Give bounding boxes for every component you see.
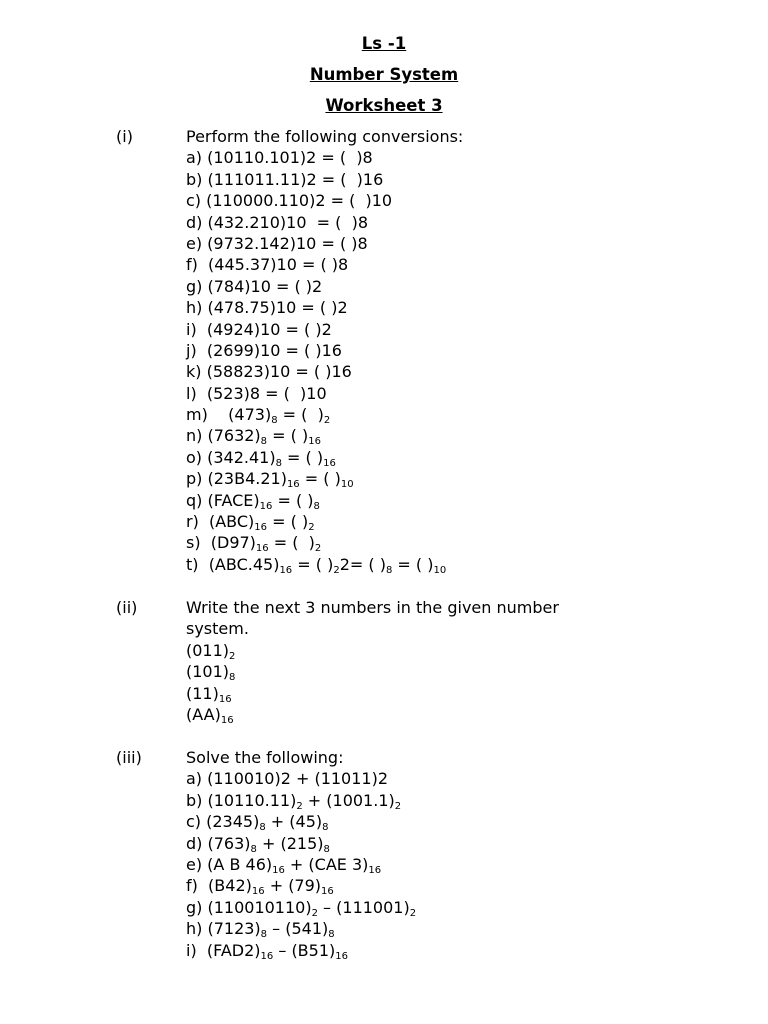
question-text: l) (523)8 = ( )10 [186, 383, 327, 403]
question-item [186, 554, 626, 575]
question-text: q) (FACE) [186, 490, 260, 510]
question-text: e) (9732.142)10 = ( )8 [186, 233, 368, 253]
question-text: = ( ) [267, 512, 309, 532]
base-subscript: 8 [260, 929, 268, 941]
base-subscript: 2 [394, 800, 402, 812]
question-item [186, 447, 626, 468]
question-item [186, 468, 626, 489]
question-item [186, 319, 626, 340]
question-item [186, 640, 626, 661]
question-item [186, 212, 626, 233]
question-text: f) (445.37)10 = ( )8 [186, 255, 349, 275]
question-item [186, 532, 626, 553]
question-text: j) (2699)10 = ( )16 [186, 340, 342, 360]
question-text: k) (58823)10 = ( )16 [186, 362, 352, 382]
question-item [186, 811, 626, 832]
question-item [186, 383, 626, 404]
question-text: h) (7123) [186, 919, 261, 939]
base-subscript: 2 [311, 907, 318, 919]
section-number: (iii) [116, 748, 142, 767]
base-subscript: 10 [433, 564, 447, 576]
question-item [186, 147, 626, 168]
question-text: f) (B42) [186, 876, 252, 896]
worksheet-title: Worksheet 3 [325, 96, 443, 115]
question-text: + (CAE 3) [284, 854, 369, 874]
question-item [186, 340, 626, 361]
question-item [186, 854, 626, 875]
question-text: – (111001) [317, 897, 410, 917]
question-item [186, 190, 626, 211]
question-item [186, 511, 626, 532]
question-text: = ( ) [292, 554, 334, 574]
section-instruction: Perform the following conversions: [186, 127, 464, 146]
question-text: 2= ( ) [339, 554, 386, 574]
question-item [186, 297, 626, 318]
question-text: i) (4924)10 = ( )2 [186, 319, 332, 339]
question-text: (AA) [186, 704, 221, 724]
base-subscript: 2 [229, 650, 236, 662]
question-text: = ( ) [267, 426, 309, 446]
question-text: = ( ) [272, 490, 314, 510]
base-subscript: 16 [218, 693, 232, 705]
question-item [186, 661, 626, 682]
base-subscript: 2 [308, 522, 315, 534]
question-text: = ( ) [299, 469, 341, 489]
base-subscript: 8 [250, 843, 257, 855]
question-list [186, 640, 626, 726]
question-text: d) (432.210)10 = ( )8 [186, 212, 368, 232]
question-text: (11) [186, 683, 219, 703]
question-text: = ( ) [392, 554, 434, 574]
question-item [186, 918, 626, 939]
question-list [186, 147, 626, 575]
question-item [186, 768, 626, 789]
base-subscript: 8 [259, 822, 266, 834]
base-subscript: 8 [323, 843, 330, 855]
base-subscript: 8 [322, 822, 329, 834]
question-text: s) (D97) [186, 533, 256, 553]
base-subscript: 16 [220, 714, 234, 726]
question-text: d) (763) [186, 833, 251, 853]
question-text: + (79) [264, 876, 322, 896]
base-subscript: 16 [279, 564, 293, 576]
question-text: e) (A B 46) [186, 854, 273, 874]
question-list [186, 768, 626, 961]
base-subscript: 2 [409, 907, 417, 919]
section-instruction: Solve the following: [186, 748, 344, 767]
base-subscript: 8 [271, 415, 278, 427]
base-subscript: 16 [323, 457, 336, 469]
question-item [186, 833, 626, 854]
section-number: (ii) [116, 598, 138, 617]
section-body [186, 126, 626, 575]
question-text: n) (7632) [186, 426, 261, 446]
base-subscript: 2 [333, 564, 340, 576]
base-subscript: 8 [275, 457, 282, 469]
question-item [186, 233, 626, 254]
base-subscript: 16 [308, 436, 321, 448]
base-subscript: 10 [340, 479, 354, 491]
question-text: + (1001.1) [302, 790, 395, 810]
question-text: o) (342.41) [186, 447, 276, 467]
topic-title: Number System [309, 65, 459, 84]
question-text: r) (ABC) [186, 512, 255, 532]
base-subscript: 16 [335, 950, 348, 962]
question-text: + (45) [265, 812, 323, 832]
question-item [186, 790, 626, 811]
base-subscript: 2 [323, 415, 331, 427]
question-text: c) (2345) [186, 812, 260, 832]
base-subscript: 2 [296, 800, 303, 812]
question-text: c) (110000.110)2 = ( )10 [186, 191, 393, 211]
question-text: a) (110010)2 + (11011)2 [186, 769, 389, 789]
base-subscript: 16 [321, 886, 334, 898]
base-subscript: 2 [314, 543, 322, 555]
question-item [186, 169, 626, 190]
base-subscript: 16 [368, 864, 382, 876]
base-subscript: 16 [286, 479, 300, 491]
question-text: m) (473) [186, 405, 272, 425]
question-text: h) (478.75)10 = ( )2 [186, 298, 348, 318]
question-text: – (541) [267, 919, 329, 939]
lesson-title: Ls -1 [361, 34, 407, 53]
base-subscript: 16 [254, 522, 268, 534]
base-subscript: 8 [313, 500, 320, 512]
question-item [186, 940, 626, 961]
question-text: b) (111011.11)2 = ( )16 [186, 169, 384, 189]
question-text: g) (110010110) [186, 897, 312, 917]
question-text: a) (10110.101)2 = ( )8 [186, 148, 373, 168]
question-text: (101) [186, 662, 230, 682]
question-item [186, 276, 626, 297]
question-text: b) (10110.11) [186, 790, 297, 810]
question-item [186, 254, 626, 275]
question-item [186, 875, 626, 896]
section-number: (i) [116, 127, 133, 146]
question-text: = ( ) [268, 533, 315, 553]
question-text: (011) [186, 640, 230, 660]
question-item [186, 683, 626, 704]
question-text: + (215) [256, 833, 324, 853]
base-subscript: 8 [260, 436, 268, 448]
question-text: = ( ) [281, 447, 324, 467]
question-item [186, 490, 626, 511]
base-subscript: 16 [255, 543, 269, 555]
question-text: = ( ) [277, 405, 324, 425]
base-subscript: 16 [259, 500, 273, 512]
base-subscript: 16 [260, 950, 274, 962]
base-subscript: 8 [328, 929, 335, 941]
question-item [186, 404, 626, 425]
question-text: i) (FAD2) [186, 940, 261, 960]
question-item [186, 897, 626, 918]
base-subscript: 16 [251, 886, 265, 898]
question-item [186, 704, 626, 725]
section-body [186, 747, 626, 961]
question-text: g) (784)10 = ( )2 [186, 276, 323, 296]
question-item [186, 425, 626, 446]
section-instruction: Write the next 3 numbers in the given number system. [186, 598, 559, 639]
question-text: – (B51) [273, 940, 336, 960]
question-text: t) (ABC.45) [186, 554, 280, 574]
question-text: p) (23B4.21) [186, 469, 287, 489]
section-body [186, 597, 626, 725]
base-subscript: 16 [272, 864, 285, 876]
question-item [186, 361, 626, 382]
base-subscript: 8 [229, 672, 236, 684]
base-subscript: 8 [385, 564, 393, 576]
